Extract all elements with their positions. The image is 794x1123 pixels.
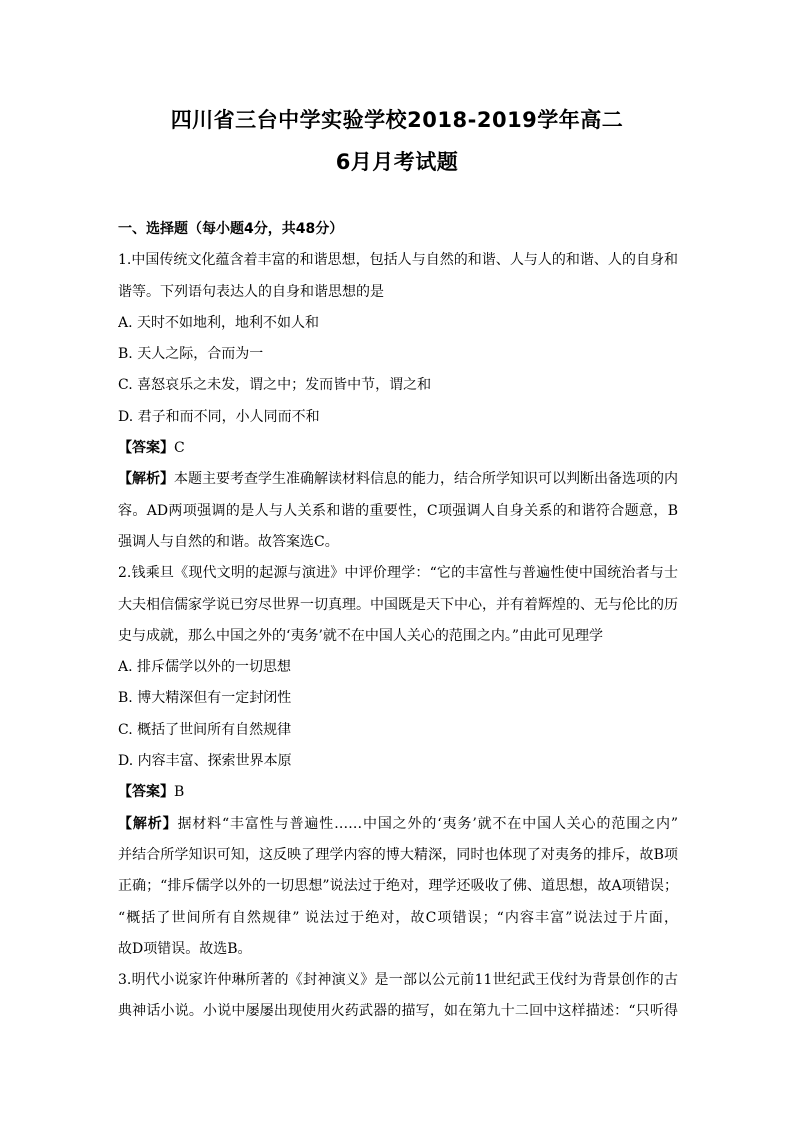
option-d: D. 内容丰富、探索世界本原 (118, 753, 292, 770)
analysis-line: 故D项错误。故选B。 (118, 940, 252, 957)
option-b: B. 博大精深但有一定封闭性 (118, 690, 292, 707)
analysis-line: 正确；“排斥儒学以外的一切思想”说法过于绝对，理学还吸收了佛、道思想，故A项错误； (118, 878, 678, 895)
analysis-line: 并结合所学知识可知，这反映了理学内容的博大精深，同时也体现了对夷务的排斥，故B项 (118, 846, 678, 863)
analysis-line: 强调人与自然的和谐。故答案选C。 (118, 533, 339, 550)
question-3 (118, 965, 678, 1028)
analysis-line: “概括了世间所有自然规律” 说法过于绝对，故C项错误；“内容丰富”说法过于片面， (118, 909, 678, 926)
option-a: A. 排斥儒学以外的一切思想 (118, 659, 292, 676)
option-b: B. 天人之际，合而为一 (118, 346, 264, 363)
analysis-text: 本题主要考查学生准确解读材料信息的能力，结合所学知识可以判断出备选项的内 (174, 471, 678, 488)
question-stem-line: 史与成就，那么中国之外的‘夷务’就不在中国人关心的范围之内。”由此可见理学 (118, 627, 604, 644)
analysis-line (118, 464, 678, 495)
question-stem-line: 3.明代小说家许仲琳所著的《封神演义》是一部以公元前11世纪武王伐纣为背景创作的古 (118, 972, 678, 989)
question-stem-line: 1.中国传统文化蕴含着丰富的和谐思想，包括人与自然的和谐、人与人的和谐、人的自身和 (118, 252, 678, 269)
option-c: C. 喜怒哀乐之未发，谓之中；发而皆中节，谓之和 (118, 377, 432, 394)
question-stem-line: 2.钱乘旦《现代文明的起源与演进》中评价理学：“它的丰富性与普遍性使中国统治者与士 (118, 565, 678, 582)
question-stem-line: 谐等。下列语句表达人的自身和谐思想的是 (118, 283, 384, 300)
option-d: D. 君子和而不同，小人同而不和 (118, 408, 320, 425)
answer-value: C (174, 440, 185, 457)
analysis-line (118, 809, 678, 840)
question-stem-line: 大夫相信儒家学说已穷尽世界一切真理。中国既是天下中心，并有着辉煌的、无与伦比的历 (118, 596, 678, 613)
answer-value: B (174, 784, 185, 801)
document-body (118, 214, 678, 1028)
option-c: C. 概括了世间所有自然规律 (118, 721, 292, 738)
answer-line (118, 777, 678, 808)
section-heading: 一、选择题（每小题4分，共48分） (118, 221, 344, 237)
answer-tag: 【答案】 (118, 440, 174, 457)
answer-line (118, 433, 678, 464)
document-title-line-1: 四川省三台中学实验学校2018-2019学年高二 (170, 108, 624, 132)
question-1 (118, 245, 678, 558)
question-stem-line: 典神话小说。小说中屡屡出现使用火药武器的描写，如在第九十二回中这样描述：“只听得 (118, 1003, 678, 1020)
analysis-tag: 【解析】 (118, 815, 178, 832)
analysis-text: 据材料“丰富性与普遍性……中国之外的‘夷务’就不在中国人关心的范围之内” (177, 815, 678, 832)
document-title-line-2: 6月月考试题 (335, 150, 459, 174)
answer-tag: 【答案】 (118, 784, 174, 801)
analysis-line: 容。AD两项强调的是人与人关系和谐的重要性，C项强调人自身关系的和谐符合题意，B (118, 502, 678, 519)
option-a: A. 天时不如地利，地利不如人和 (118, 314, 320, 331)
question-2 (118, 558, 678, 965)
analysis-tag: 【解析】 (118, 471, 174, 488)
